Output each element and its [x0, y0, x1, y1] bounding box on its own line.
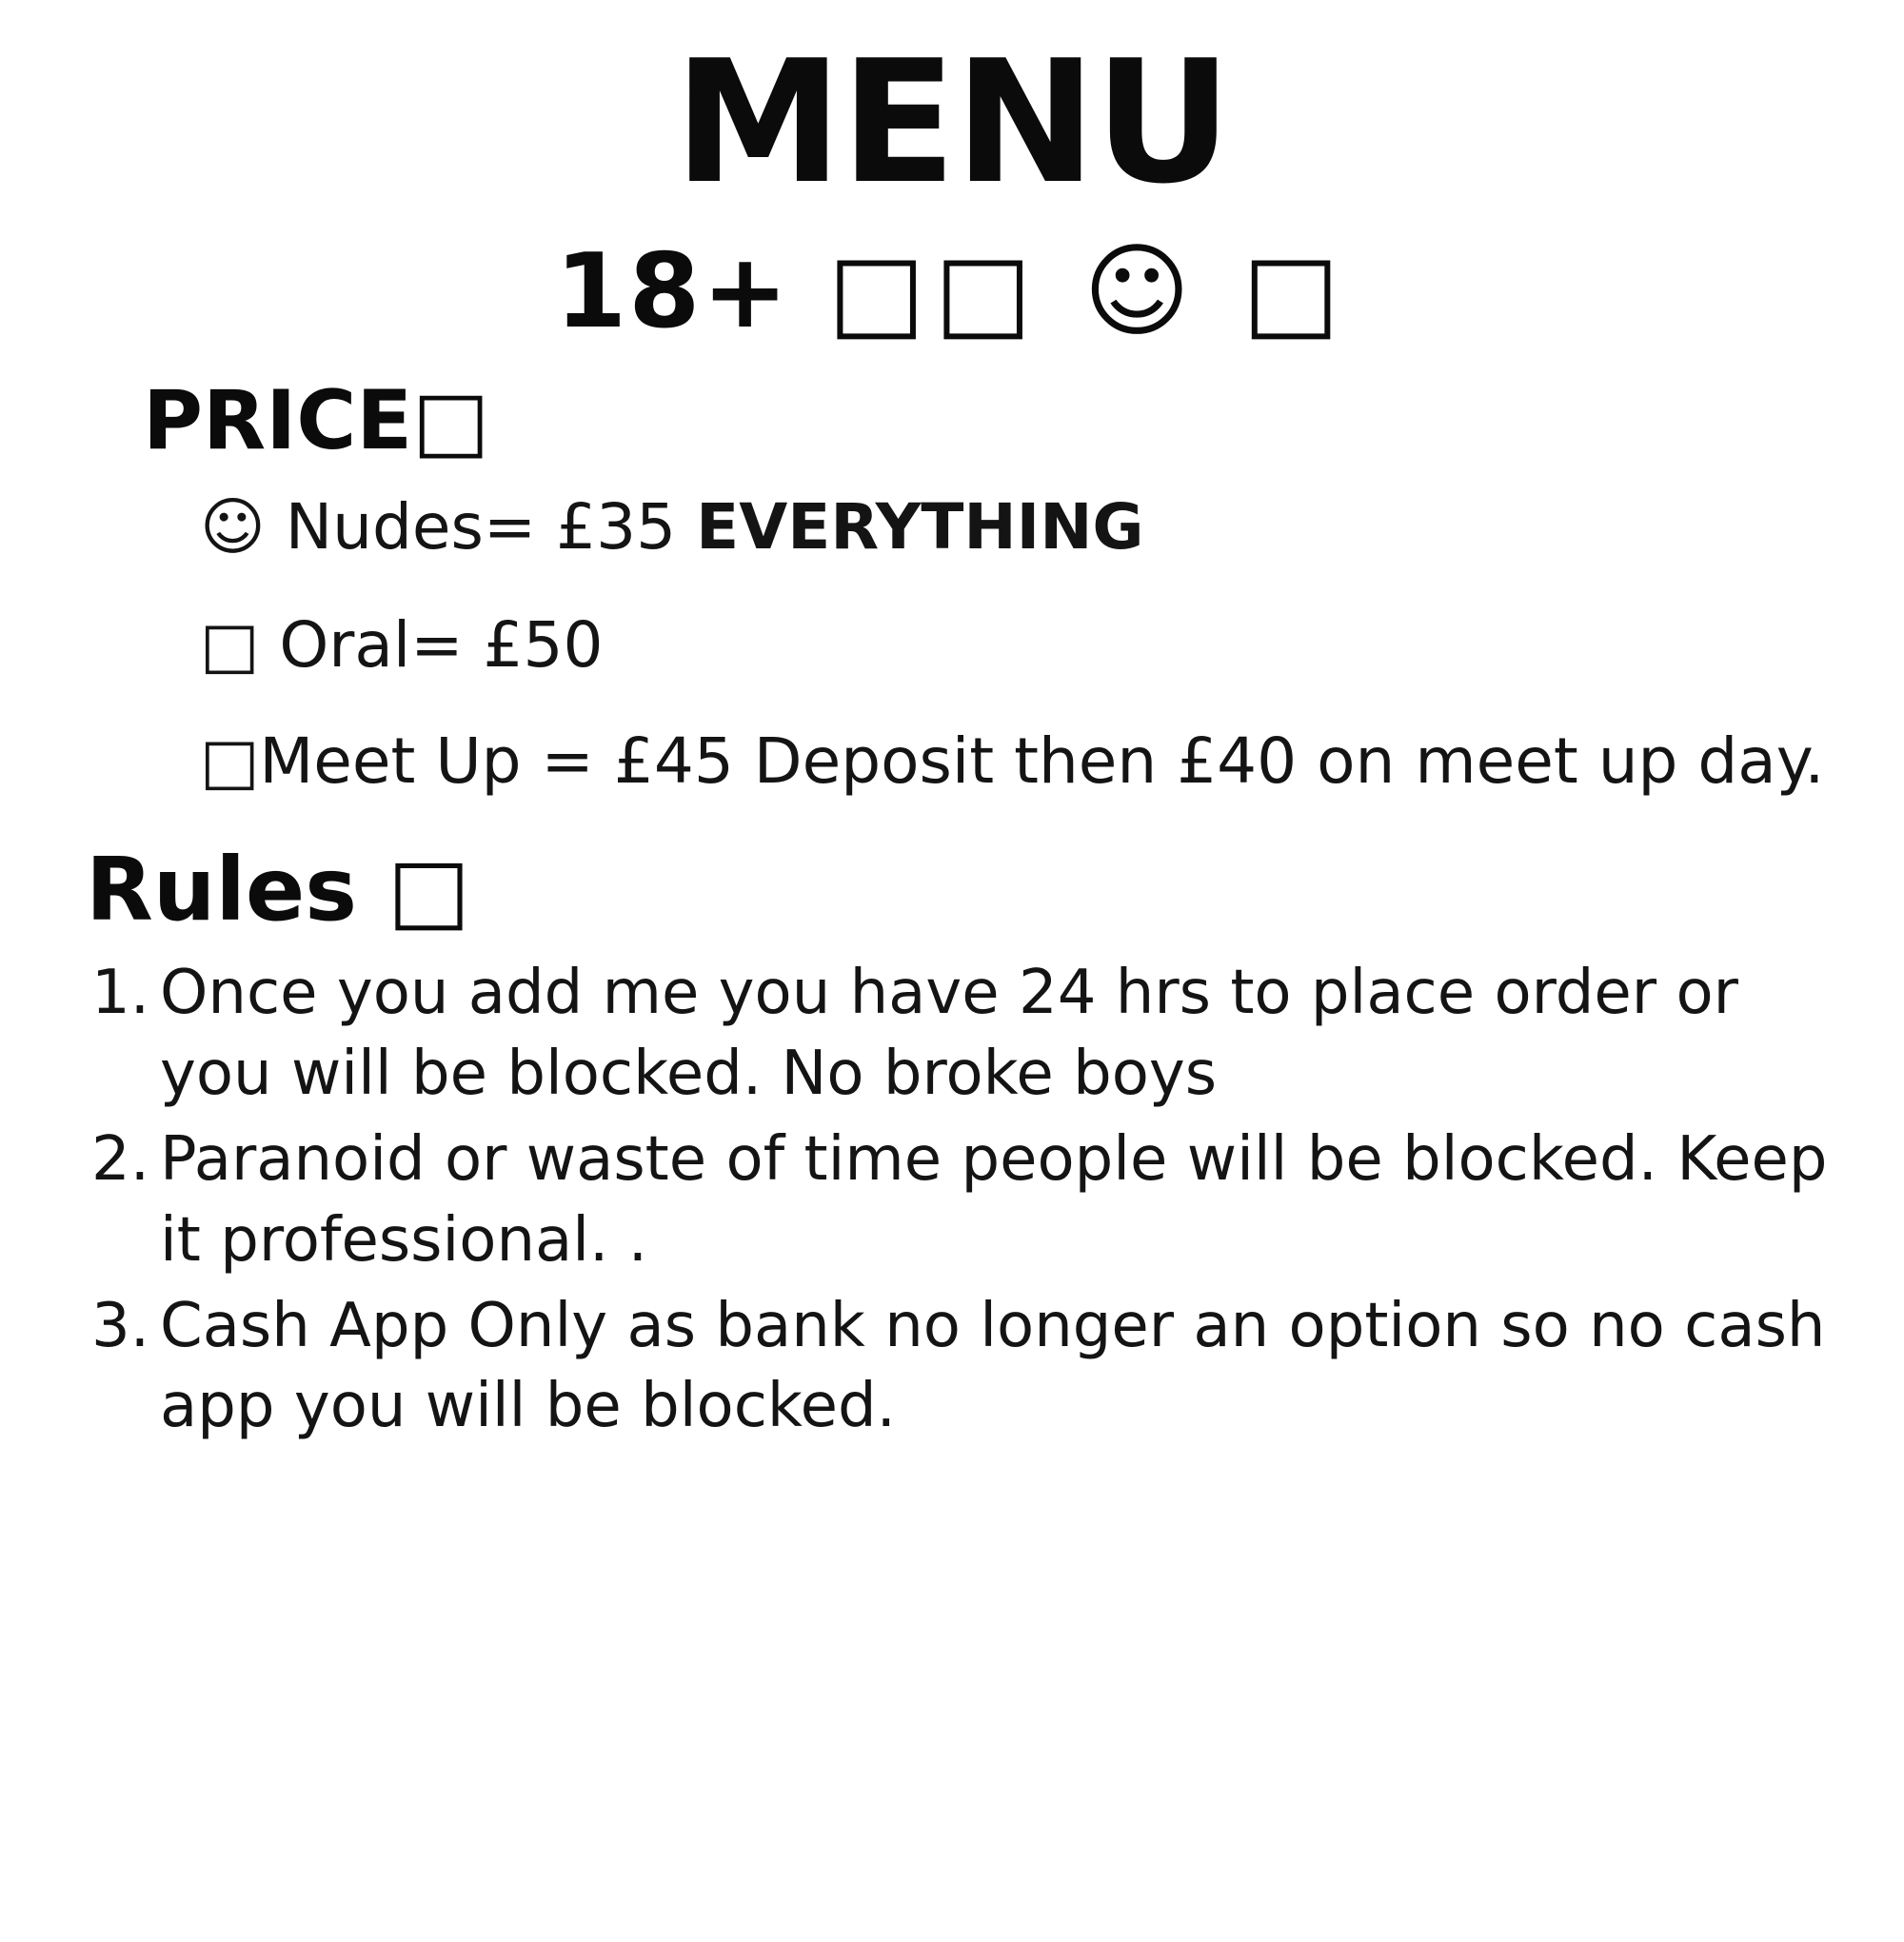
age-restriction-line: [57, 232, 1847, 351]
list-item: Cash App Only as bank no longer an option so no cash app you will be blocked.: [160, 1290, 1826, 1442]
price-item-text: Meet Up = £45 Deposit then £40 on meet up day.: [259, 723, 1825, 798]
price-list: [200, 483, 1847, 803]
price-item-text: Nudes= £35: [285, 490, 697, 565]
age-label: 18+: [555, 232, 790, 351]
price-section-heading: PRICE□: [143, 372, 490, 468]
list-item: Once you add me you have 24 hrs to place order or you will be blocked. No broke boys: [160, 958, 1738, 1109]
price-item: [200, 601, 1847, 690]
price-item: [200, 483, 1847, 572]
rules-list: [57, 953, 1847, 1447]
price-item-emphasis: EVERYTHING: [696, 490, 1144, 565]
price-item-text: Oral= £50: [279, 608, 604, 683]
price-item: [200, 719, 1847, 803]
age-emoji-glyphs: □□ ☺ □: [827, 232, 1349, 351]
rules-section-heading: Rules □: [86, 838, 470, 941]
tongue-icon: □: [200, 608, 260, 683]
handshake-icon: □: [200, 723, 260, 798]
devil-face-icon: ☺: [200, 490, 266, 565]
page-title: MENU: [673, 24, 1231, 221]
menu-document: [0, 24, 1904, 1942]
list-item: Paranoid or waste of time people will be blocked. Keep it professional. .: [160, 1124, 1828, 1276]
